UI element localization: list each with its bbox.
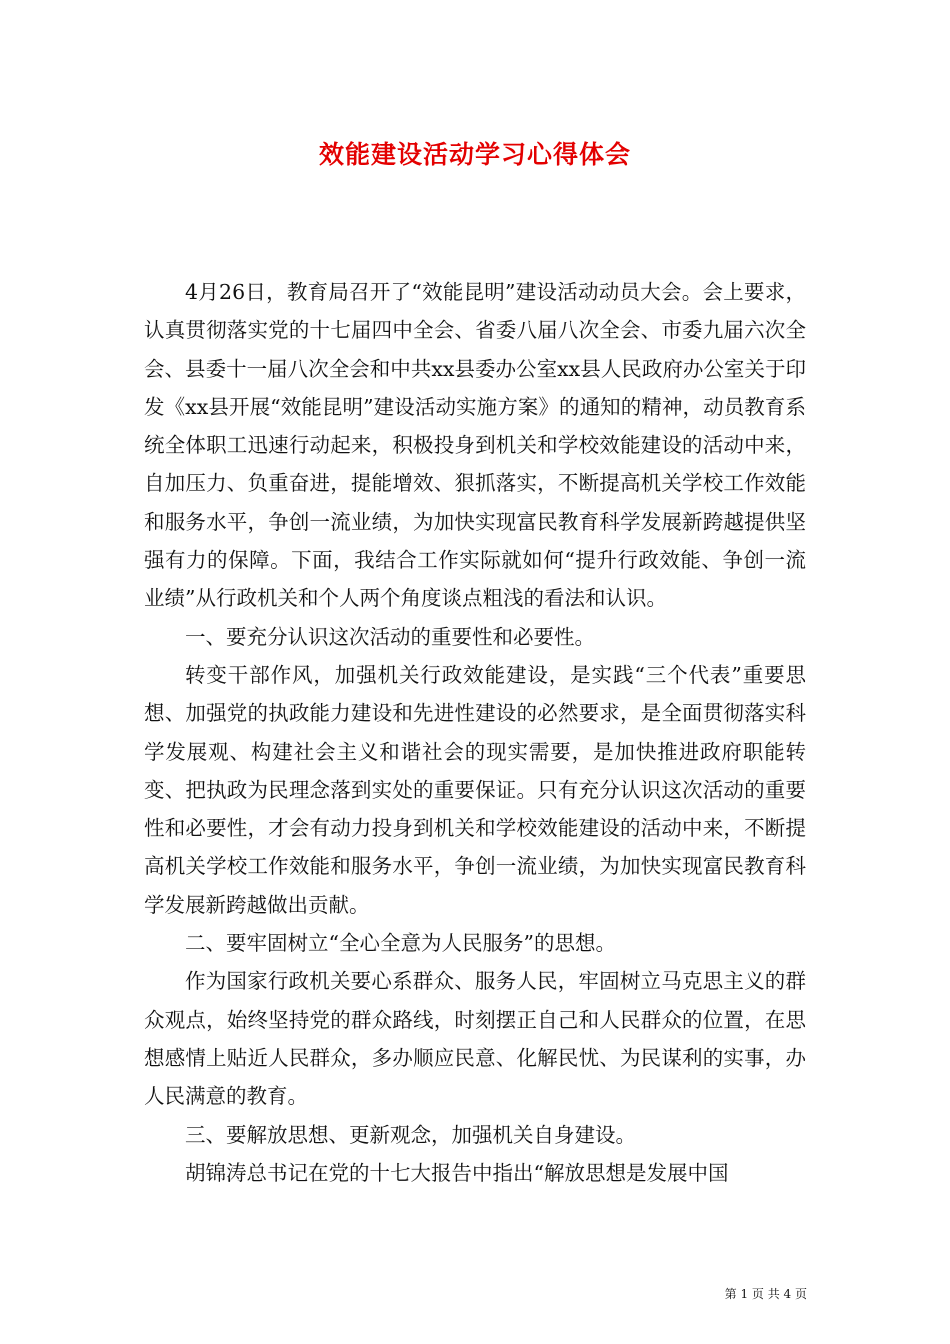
paragraph: 作为国家行政机关要心系群众、服务人民，牢固树立马克思主义的群众观点，始终坚持党的群众路线，时刻摆正自己和人民群众的位置，在思想感情上贴近人民群众，多办顺应民意、化解民忧、为民谋利的实事，办人民满意的教育。 <box>144 969 806 1109</box>
section-heading: 一、要充分认识这次活动的重要性和必要性。 <box>185 624 595 649</box>
page-number-footer: 第 1 页 共 4 页 <box>724 1287 807 1301</box>
section-heading: 三、要解放思想、更新观念，加强机关自身建设。 <box>185 1122 636 1147</box>
section-heading: 二、要牢固树立“全心全意为人民服务”的思想。 <box>185 931 616 956</box>
paragraph: 4月26日，教育局召开了“效能昆明”建设活动动员大会。会上要求，认真贯彻落实党的十七届四中全会、省委八届八次全会、市委九届六次全会、县委十一届八次全会和中共xx县委办公室xx县人民政府办公室关于印发《xx县开展“效能昆明”建设活动实施方案》的通知的精神，动员教育系统全体职工迅速行动起来，积极投身到机关和学校效能建设的活动中来，自加压力、负重奋进，提能增效、狠抓落实，不断提高机关学校工作效能和服务水平，争创一流业绩，为加快实现富民教育科学发展新跨越提供坚强有力的保障。下面，我结合工作实际就如何“提升行政效能、争创一流业绩”从行政机关和个人两个角度谈点粗浅的看法和认识。 <box>144 280 806 611</box>
paragraph: 转变干部作风，加强机关行政效能建设，是实践“三个代表”重要思想、加强党的执政能力建设和先进性建设的必然要求，是全面贯彻落实科学发展观、构建社会主义和谐社会的现实需要，是加快推进政府职能转变、把执政为民理念落到实处的重要保证。只有充分认识这次活动的重要性和必要性，才会有动力投身到机关和学校效能建设的活动中来，不断提高机关学校工作效能和服务水平，争创一流业绩，为加快实现富民教育科学发展新跨越做出贡献。 <box>144 662 806 917</box>
document-title: 效能建设活动学习心得体会 <box>318 140 631 169</box>
paragraph: 胡锦涛总书记在党的十七大报告中指出“解放思想是发展中国 <box>185 1160 729 1185</box>
document-body <box>144 273 806 1192</box>
